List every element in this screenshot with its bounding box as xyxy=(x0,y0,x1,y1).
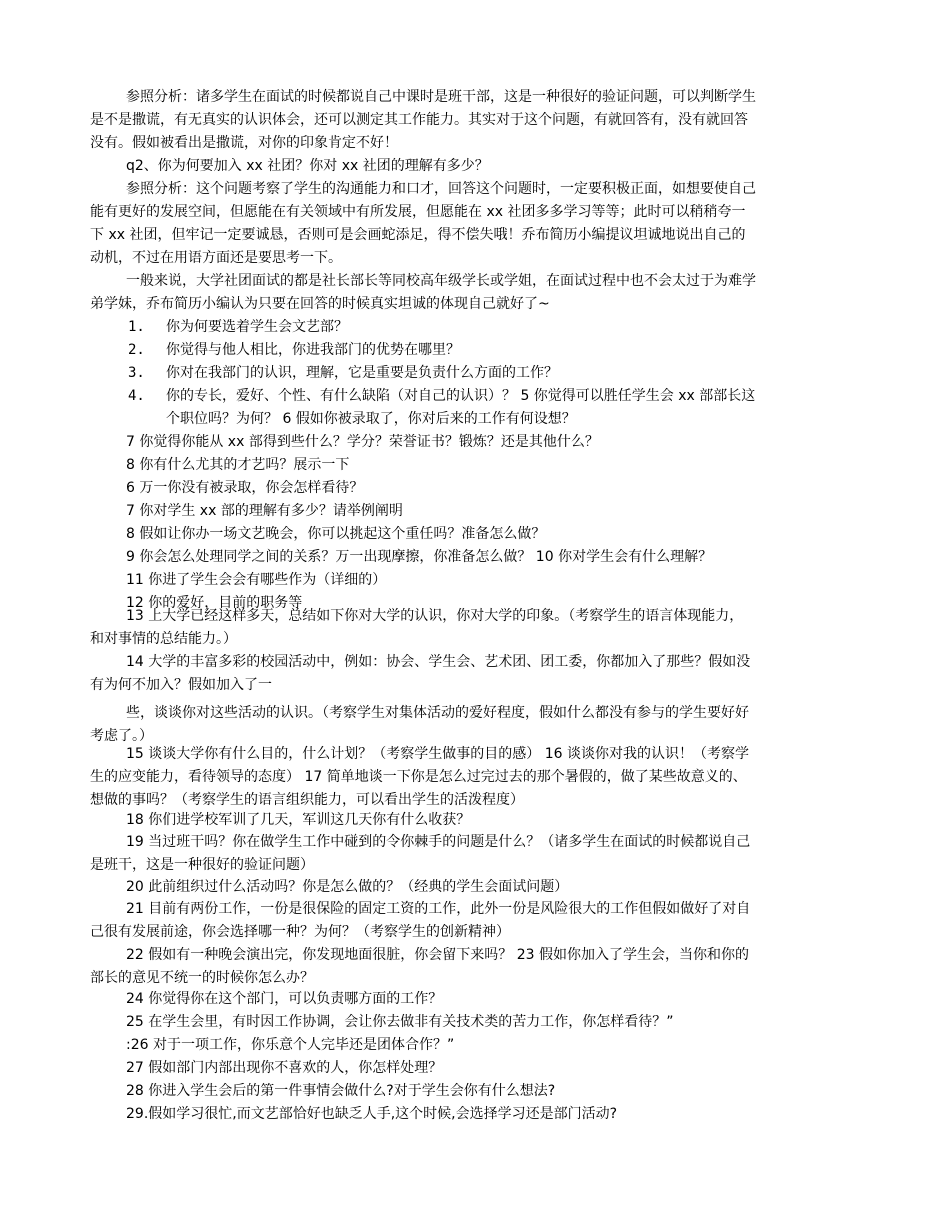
list-item xyxy=(0,316,950,339)
general-paragraph xyxy=(90,270,870,316)
question-line: 和对事情的总结能力。） xyxy=(90,631,237,647)
list-item xyxy=(0,385,950,431)
question-line: 15 谈谈大学你有什么目的，什么计划？（考察学生做事的目的感） 16 谈谈你对我的认识！（考察学 xyxy=(126,746,749,762)
text-line: 参照分析：诸多学生在面试的时候都说自己中课时是班干部，这是一种很好的验证问题，可以判断学生 xyxy=(126,89,756,105)
intro-analysis-paragraph xyxy=(90,86,870,155)
question-line: 8 你有什么尤其的才艺吗？展示一下 xyxy=(126,457,350,473)
question-line: 27 假如部门内部出现你不喜欢的人，你怎样处理？ xyxy=(126,1060,443,1076)
question-line: 19 当过班干吗？你在做学生工作中碰到的令你棘手的问题是什么？（诸多学生在面试的时候都说自己 xyxy=(126,834,751,850)
text-line: 是不是撒谎，有无真实的认识体会，还可以测定其工作能力。其实对于这个问题，有就回答有，没有就回答 xyxy=(90,112,748,128)
question-line: 部长的意见不统一的时候你怎么办？ xyxy=(90,970,314,986)
question-14 xyxy=(90,651,870,748)
text-line: 没有。假如被看出是撒谎，对你的印象肯定不好！ xyxy=(90,135,398,151)
question-19 xyxy=(90,831,870,877)
question-line: 己很有发展前途，你会选择哪一种？为何？（考察学生的创新精神） xyxy=(90,924,510,940)
question-line: 7 你对学生 xx 部的理解有多少？请举例阐明 xyxy=(126,503,403,519)
question-18 xyxy=(90,809,870,832)
list-text: 你对在我部门的认识，理解，它是重要是负责什么方面的工作？ xyxy=(166,365,558,381)
question-line: 6 万一你没有被录取，你会怎样看待？ xyxy=(126,480,364,496)
text-line: 动机，不过在用语方面还是要思考一下。 xyxy=(90,250,342,266)
question-line: 28 你进入学生会后的第一件事情会做什么?对于学生会你有什么想法? xyxy=(126,1083,556,1099)
list-text: 你觉得与他人相比，你进我部门的优势在哪里？ xyxy=(166,342,460,358)
question-q2 xyxy=(90,155,870,178)
question-block-b xyxy=(90,988,870,1126)
question-line: 21 目前有两份工作，一份是很保险的固定工资的工作，此外一份是风险很大的工作但假如做好了对自 xyxy=(126,901,751,917)
question-line: 是班干，这是一种很好的验证问题） xyxy=(90,857,314,873)
question-line: 20 此前组织过什么活动吗？你是怎么做的？（经典的学生会面试问题） xyxy=(126,879,569,895)
question-22 xyxy=(90,944,870,990)
list-text-continued: 个职位吗？为何？ 6 假如你被录取了，你对后来的工作有何设想？ xyxy=(166,411,576,427)
question-line: 7 你觉得你能从 xx 部得到些什么？学分？荣誉证书？锻炼？还是其他什么？ xyxy=(126,434,599,450)
question-line: 29.假如学习很忙,而文艺部恰好也缺乏人手,这个时候,会选择学习还是部门活动? xyxy=(126,1106,618,1122)
question-line: 14 大学的丰富多彩的校园活动中，例如：协会、学生会、艺术团、团工委，你都加入了那些？假如没 xyxy=(126,654,751,670)
question-line: 生的应变能力，看待领导的态度） 17 简单地谈一下你是怎么过完过去的那个暑假的，做了某些故意义的、 xyxy=(90,769,747,785)
text-line: q2、你为何要加入 xx 社团？你对 xx 社团的理解有多少？ xyxy=(126,158,489,174)
text-line: 弟学妹，乔布简历小编认为只要在回答的时候真实坦诚的体现自己就好了~ xyxy=(90,296,550,312)
question-line: 有为何不加入？假如加入了一 xyxy=(90,677,272,693)
question-line: 18 你们进学校军训了几天，军训这几天你有什么收获？ xyxy=(126,812,471,828)
list-number: 3. xyxy=(128,365,145,381)
list-number: 2. xyxy=(128,342,145,358)
question-line: 些，谈谈你对这些活动的认识。（考察学生对集体活动的爱好程度，假如什么都没有参与的学生要好好 xyxy=(126,705,749,721)
question-13 xyxy=(90,605,870,651)
question-15 xyxy=(90,743,870,812)
list-text: 你的专长，爱好、个性、有什么缺陷（对自己的认识）？ 5 你觉得可以胜任学生会 xx 部部长这 xyxy=(166,388,756,404)
question-line: 24 你觉得你在这个部门，可以负责哪方面的工作？ xyxy=(126,991,443,1007)
question-20 xyxy=(90,876,870,899)
list-text: 你为何要选着学生会文艺部？ xyxy=(166,319,348,335)
list-item xyxy=(0,339,950,362)
question-line: 12 你的爱好，目前的职务等 xyxy=(126,595,303,611)
question-line: 想做的事吗？（考察学生的语言组织能力，可以看出学生的活泼程度） xyxy=(90,792,524,808)
list-number: 4. xyxy=(128,388,145,404)
question-line: 11 你进了学生会会有哪些作为（详细的） xyxy=(126,572,387,588)
text-line: 参照分析：这个问题考察了学生的沟通能力和口才，回答这个问题时，一定要积极正面，如想要使自己 xyxy=(126,181,756,197)
question-line: 8 假如让你办一场文艺晚会，你可以挑起这个重任吗？准备怎么做？ xyxy=(126,526,546,542)
question-line: 9 你会怎么处理同学之间的关系？万一出现摩擦，你准备怎么做？ 10 你对学生会有什么理解？ xyxy=(126,549,713,565)
list-number: 1. xyxy=(128,319,145,335)
list-item xyxy=(0,362,950,385)
question-line: 13 上大学已经这样多天，总结如下你对大学的认识，你对大学的印象。（考察学生的语言体现能力， xyxy=(126,608,744,624)
question-line: 考虑了。） xyxy=(90,728,153,744)
question-block-a xyxy=(90,431,870,615)
question-line: :26 对于一项工作，你乐意个人完毕还是团体合作？” xyxy=(126,1037,455,1053)
question-line: 22 假如有一种晚会演出完，你发现地面很脏，你会留下来吗？ 23 假如你加入了学生会，当你和你的 xyxy=(126,947,749,963)
question-line: 25 在学生会里，有时因工作协调，会让你去做非有关技术类的苦力工作，你怎样看待？” xyxy=(126,1014,674,1030)
text-line: 下 xx 社团，但牢记一定要诚恳，否则可是会画蛇添足，得不偿失哦！乔布简历小编提议坦诚地说出自己的 xyxy=(90,227,746,243)
analysis-paragraph-2 xyxy=(90,178,870,270)
text-line: 一般来说，大学社团面试的都是社长部长等同校高年级学长或学姐，在面试过程中也不会太过于为难学 xyxy=(126,273,756,289)
question-21 xyxy=(90,898,870,944)
text-line: 能有更好的发展空间，但愿能在有关领域中有所发展，但愿能在 xx 社团多多学习等等；此时可以稍稍夸一 xyxy=(90,204,746,220)
